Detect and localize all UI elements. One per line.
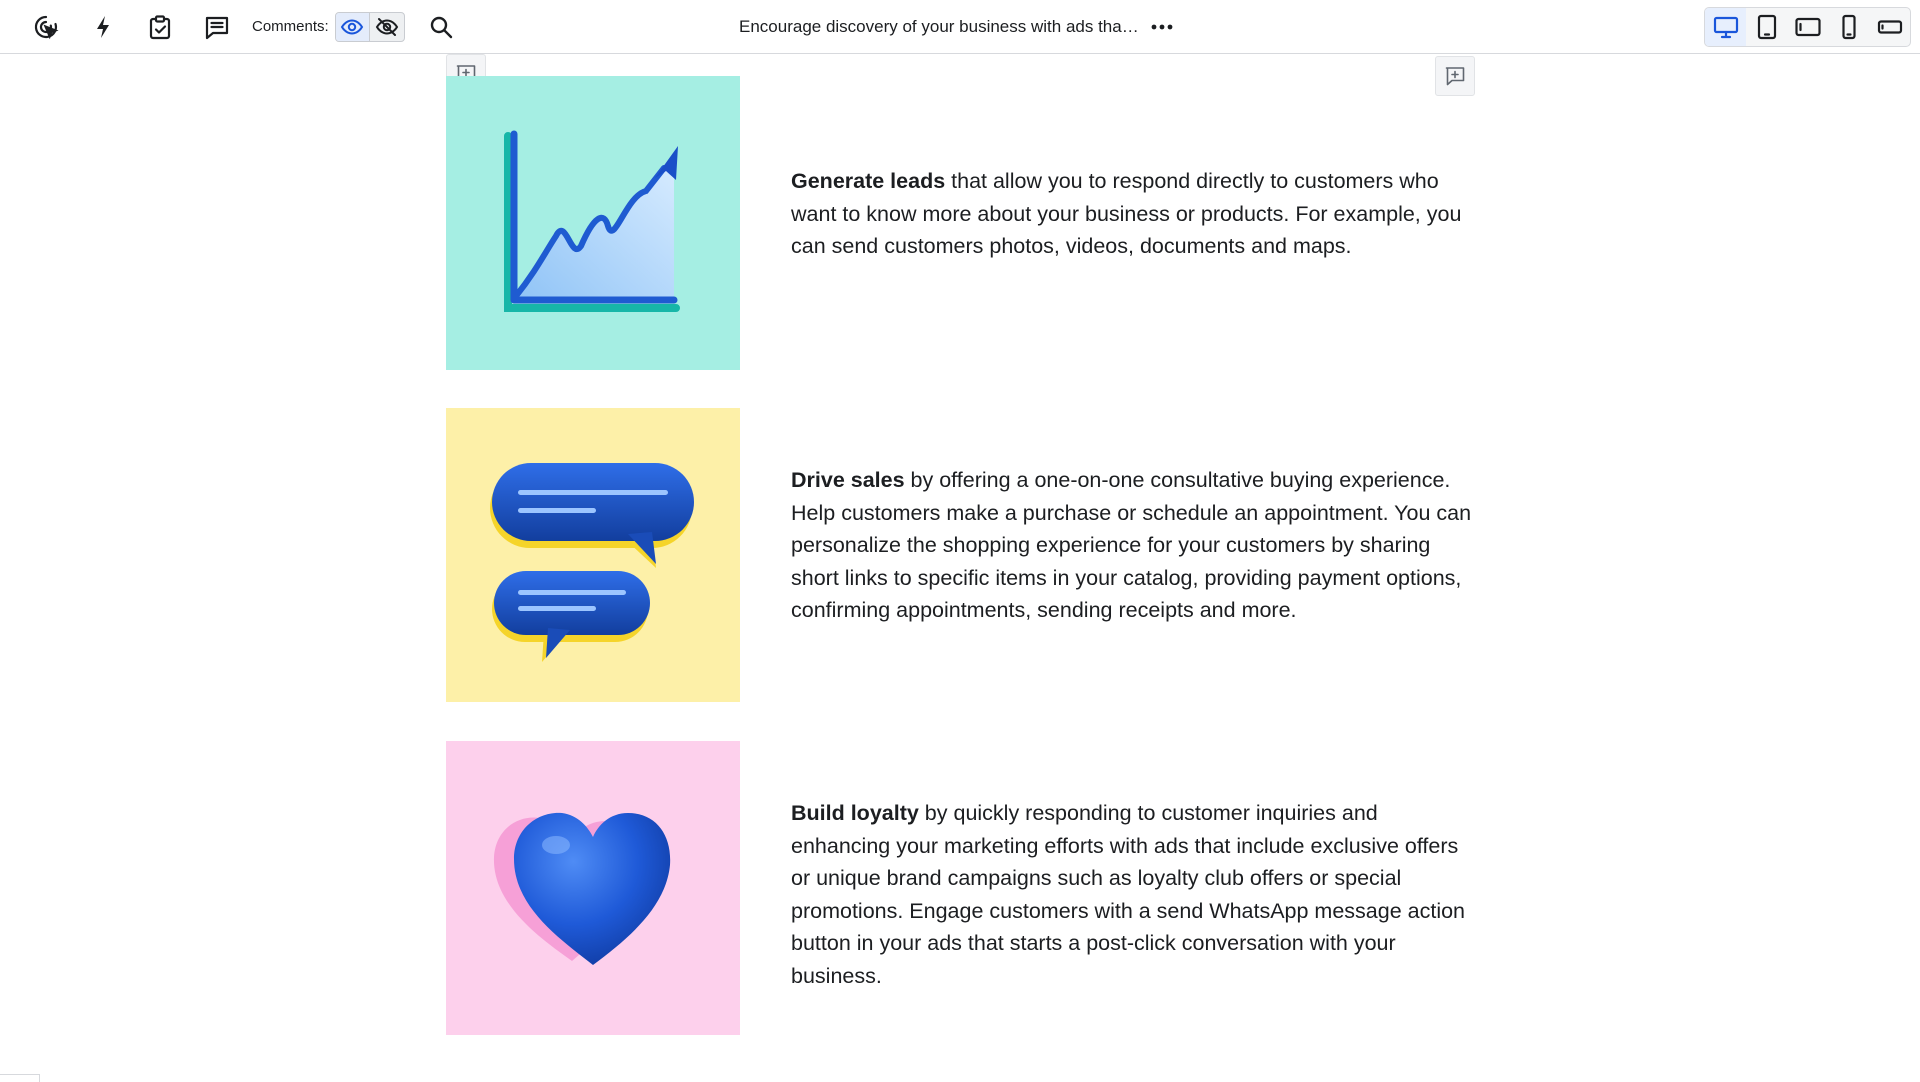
device-phone-landscape-button[interactable] (1869, 8, 1910, 46)
page-preview (0, 54, 1920, 1082)
growth-chart-icon (446, 76, 740, 370)
feature-generate-leads (446, 76, 1476, 370)
desktop-icon (1712, 13, 1740, 41)
feature-build-loyalty (446, 741, 1476, 1035)
feature-description (791, 464, 1481, 627)
feature-drive-sales (446, 408, 1476, 702)
review-checklist-button[interactable] (131, 0, 188, 54)
feature-title: Drive sales (791, 468, 905, 492)
show-comments-button[interactable] (336, 13, 370, 41)
hide-comments-button[interactable] (370, 13, 404, 41)
heart-icon (446, 741, 740, 1035)
comments-visibility-toggle (335, 12, 405, 42)
comments-label: Comments: (252, 18, 329, 35)
phone-portrait-icon (1835, 13, 1863, 41)
device-desktop-button[interactable] (1705, 8, 1746, 46)
panel-edge (0, 1074, 40, 1082)
feature-body: that allow you to respond directly to customers who want to know more about your business or products. For example, you can send customers photos, videos, documents and maps. (791, 169, 1462, 258)
eye-icon (340, 15, 364, 39)
feature-image (446, 408, 740, 702)
feature-image (446, 741, 740, 1035)
page-title: Encourage discovery of your business with ads tha… (739, 17, 1139, 36)
chat-bubbles-icon (446, 408, 740, 702)
search-icon (427, 13, 455, 41)
quick-actions-button[interactable] (74, 0, 131, 54)
feature-description (791, 165, 1481, 263)
tablet-portrait-icon (1753, 13, 1781, 41)
more-options-button[interactable] (1149, 14, 1175, 40)
feature-body: by offering a one-on-one consultative buying experience. Help customers make a purchase or schedule an appointment. You can personalize the shopping experience for your customers by sharing short links to specific items in your catalog, providing payment options, confirming appointments, sending receipts and more. (791, 468, 1472, 622)
editor-toolbar (0, 0, 1920, 54)
tablet-landscape-icon (1794, 13, 1822, 41)
device-phone-portrait-button[interactable] (1828, 8, 1869, 46)
select-tool-button[interactable] (17, 0, 74, 54)
cursor-target-icon (32, 13, 60, 41)
tile-background (446, 408, 740, 702)
device-preview-switcher (1704, 7, 1911, 47)
comment-list-icon (203, 13, 231, 41)
eye-off-icon (375, 15, 399, 39)
feature-body: by quickly responding to customer inquiries and enhancing your marketing efforts with ads that include exclusive offers or unique brand campaigns such as loyalty club offers or special promotions. Engage customers with a send WhatsApp message action button in your ads that starts a post-click conversation with your business. (791, 801, 1466, 988)
comments-panel-button[interactable] (188, 0, 245, 54)
feature-image (446, 76, 740, 370)
feature-title: Generate leads (791, 169, 946, 193)
search-button[interactable] (421, 0, 461, 54)
feature-description (791, 797, 1481, 992)
more-horizontal-icon (1149, 14, 1175, 40)
feature-title: Build loyalty (791, 801, 919, 825)
lightning-icon (89, 13, 117, 41)
page-title-group (739, 0, 1175, 54)
toolbar-left-group (0, 0, 461, 53)
clipboard-check-icon (146, 13, 174, 41)
phone-landscape-icon (1876, 13, 1904, 41)
device-tablet-portrait-button[interactable] (1746, 8, 1787, 46)
device-tablet-landscape-button[interactable] (1787, 8, 1828, 46)
